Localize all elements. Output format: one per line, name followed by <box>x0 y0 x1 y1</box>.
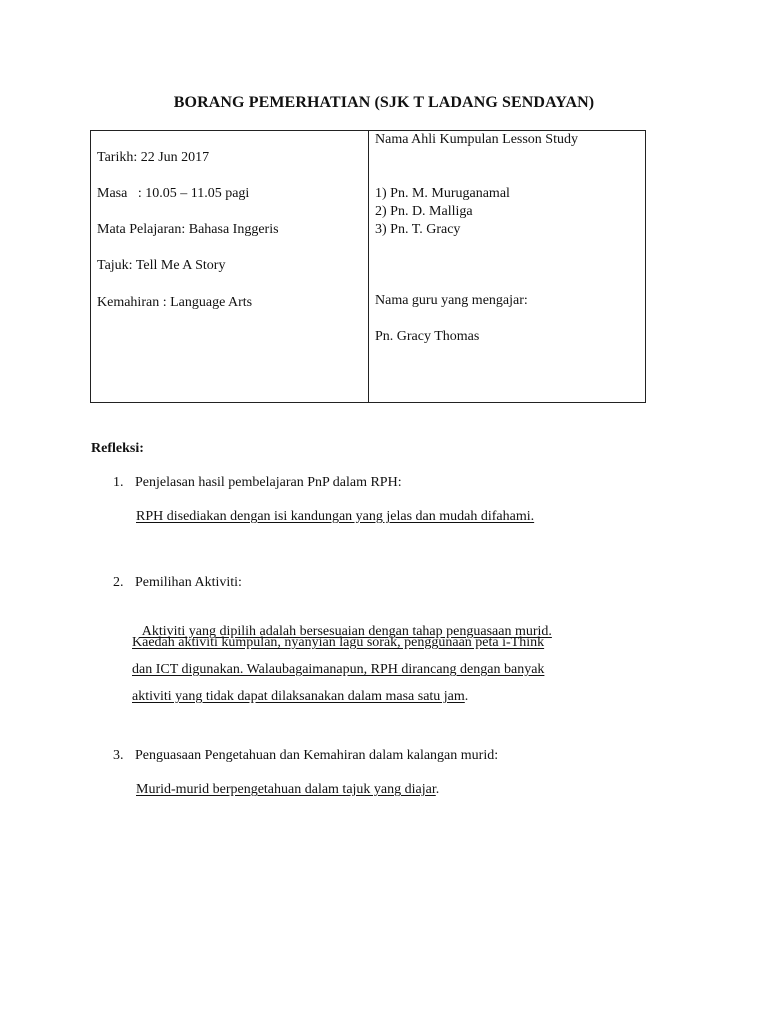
reflection-answer-3 <box>136 782 439 798</box>
kemahiran-field: Kemahiran : Language Arts <box>97 295 253 310</box>
page-title: BORANG PEMERHATIAN (SJK T LADANG SENDAYAN) <box>173 94 595 111</box>
answer-period: . <box>435 782 440 797</box>
question-number: 3. <box>113 748 124 763</box>
question-text: Penjelasan hasil pembelajaran PnP dalam RPH: <box>135 475 402 490</box>
member-item: 1) Pn. M. Muruganamal <box>375 186 510 201</box>
answer-period: . <box>464 689 469 704</box>
column-divider <box>368 131 369 402</box>
reflection-heading: Refleksi: <box>91 441 144 456</box>
info-table <box>90 130 646 403</box>
reflection-question-1 <box>113 475 402 491</box>
answer-line: Murid-murid berpengetahuan dalam tajuk yang diajar <box>136 782 436 797</box>
reflection-answer-2-line-3 <box>132 662 544 678</box>
member-item: 2) Pn. D. Malliga <box>375 204 473 219</box>
question-number: 1. <box>113 475 124 490</box>
teacher-name: Pn. Gracy Thomas <box>375 329 480 344</box>
answer-line: RPH disediakan dengan isi kandungan yang jelas dan mudah difahami. <box>136 509 535 524</box>
answer-line: aktiviti yang tidak dapat dilaksanakan dalam masa satu jam <box>132 689 465 704</box>
masa-field: Masa : 10.05 – 11.05 pagi <box>97 186 250 201</box>
teacher-heading: Nama guru yang mengajar: <box>375 293 528 308</box>
member-item: 3) Pn. T. Gracy <box>375 222 461 237</box>
reflection-answer-2-line-4 <box>132 689 468 705</box>
reflection-answer-2-line-2 <box>132 635 544 651</box>
members-heading: Nama Ahli Kumpulan Lesson Study <box>375 132 578 147</box>
question-number: 2. <box>113 575 124 590</box>
reflection-answer-1 <box>136 509 534 525</box>
tajuk-field: Tajuk: Tell Me A Story <box>97 258 226 273</box>
tarikh-field: Tarikh: 22 Jun 2017 <box>97 150 210 165</box>
mata-pelajaran-field: Mata Pelajaran: Bahasa Inggeris <box>97 222 279 237</box>
answer-line: dan ICT digunakan. Walaubagaimanapun, RPH dirancang dengan banyak <box>132 662 545 677</box>
answer-line: Kaedah aktiviti kumpulan, nyanyian lagu sorak, penggunaan peta i-Think <box>132 635 545 650</box>
reflection-question-2 <box>113 575 242 591</box>
answer-line: Aktiviti yang dipilih adalah bersesuaian dengan tahap penguasaan murid. <box>139 624 552 639</box>
reflection-question-3 <box>113 748 498 764</box>
question-text: Pemilihan Aktiviti: <box>135 575 242 590</box>
question-text: Penguasaan Pengetahuan dan Kemahiran dalam kalangan murid: <box>135 748 499 763</box>
